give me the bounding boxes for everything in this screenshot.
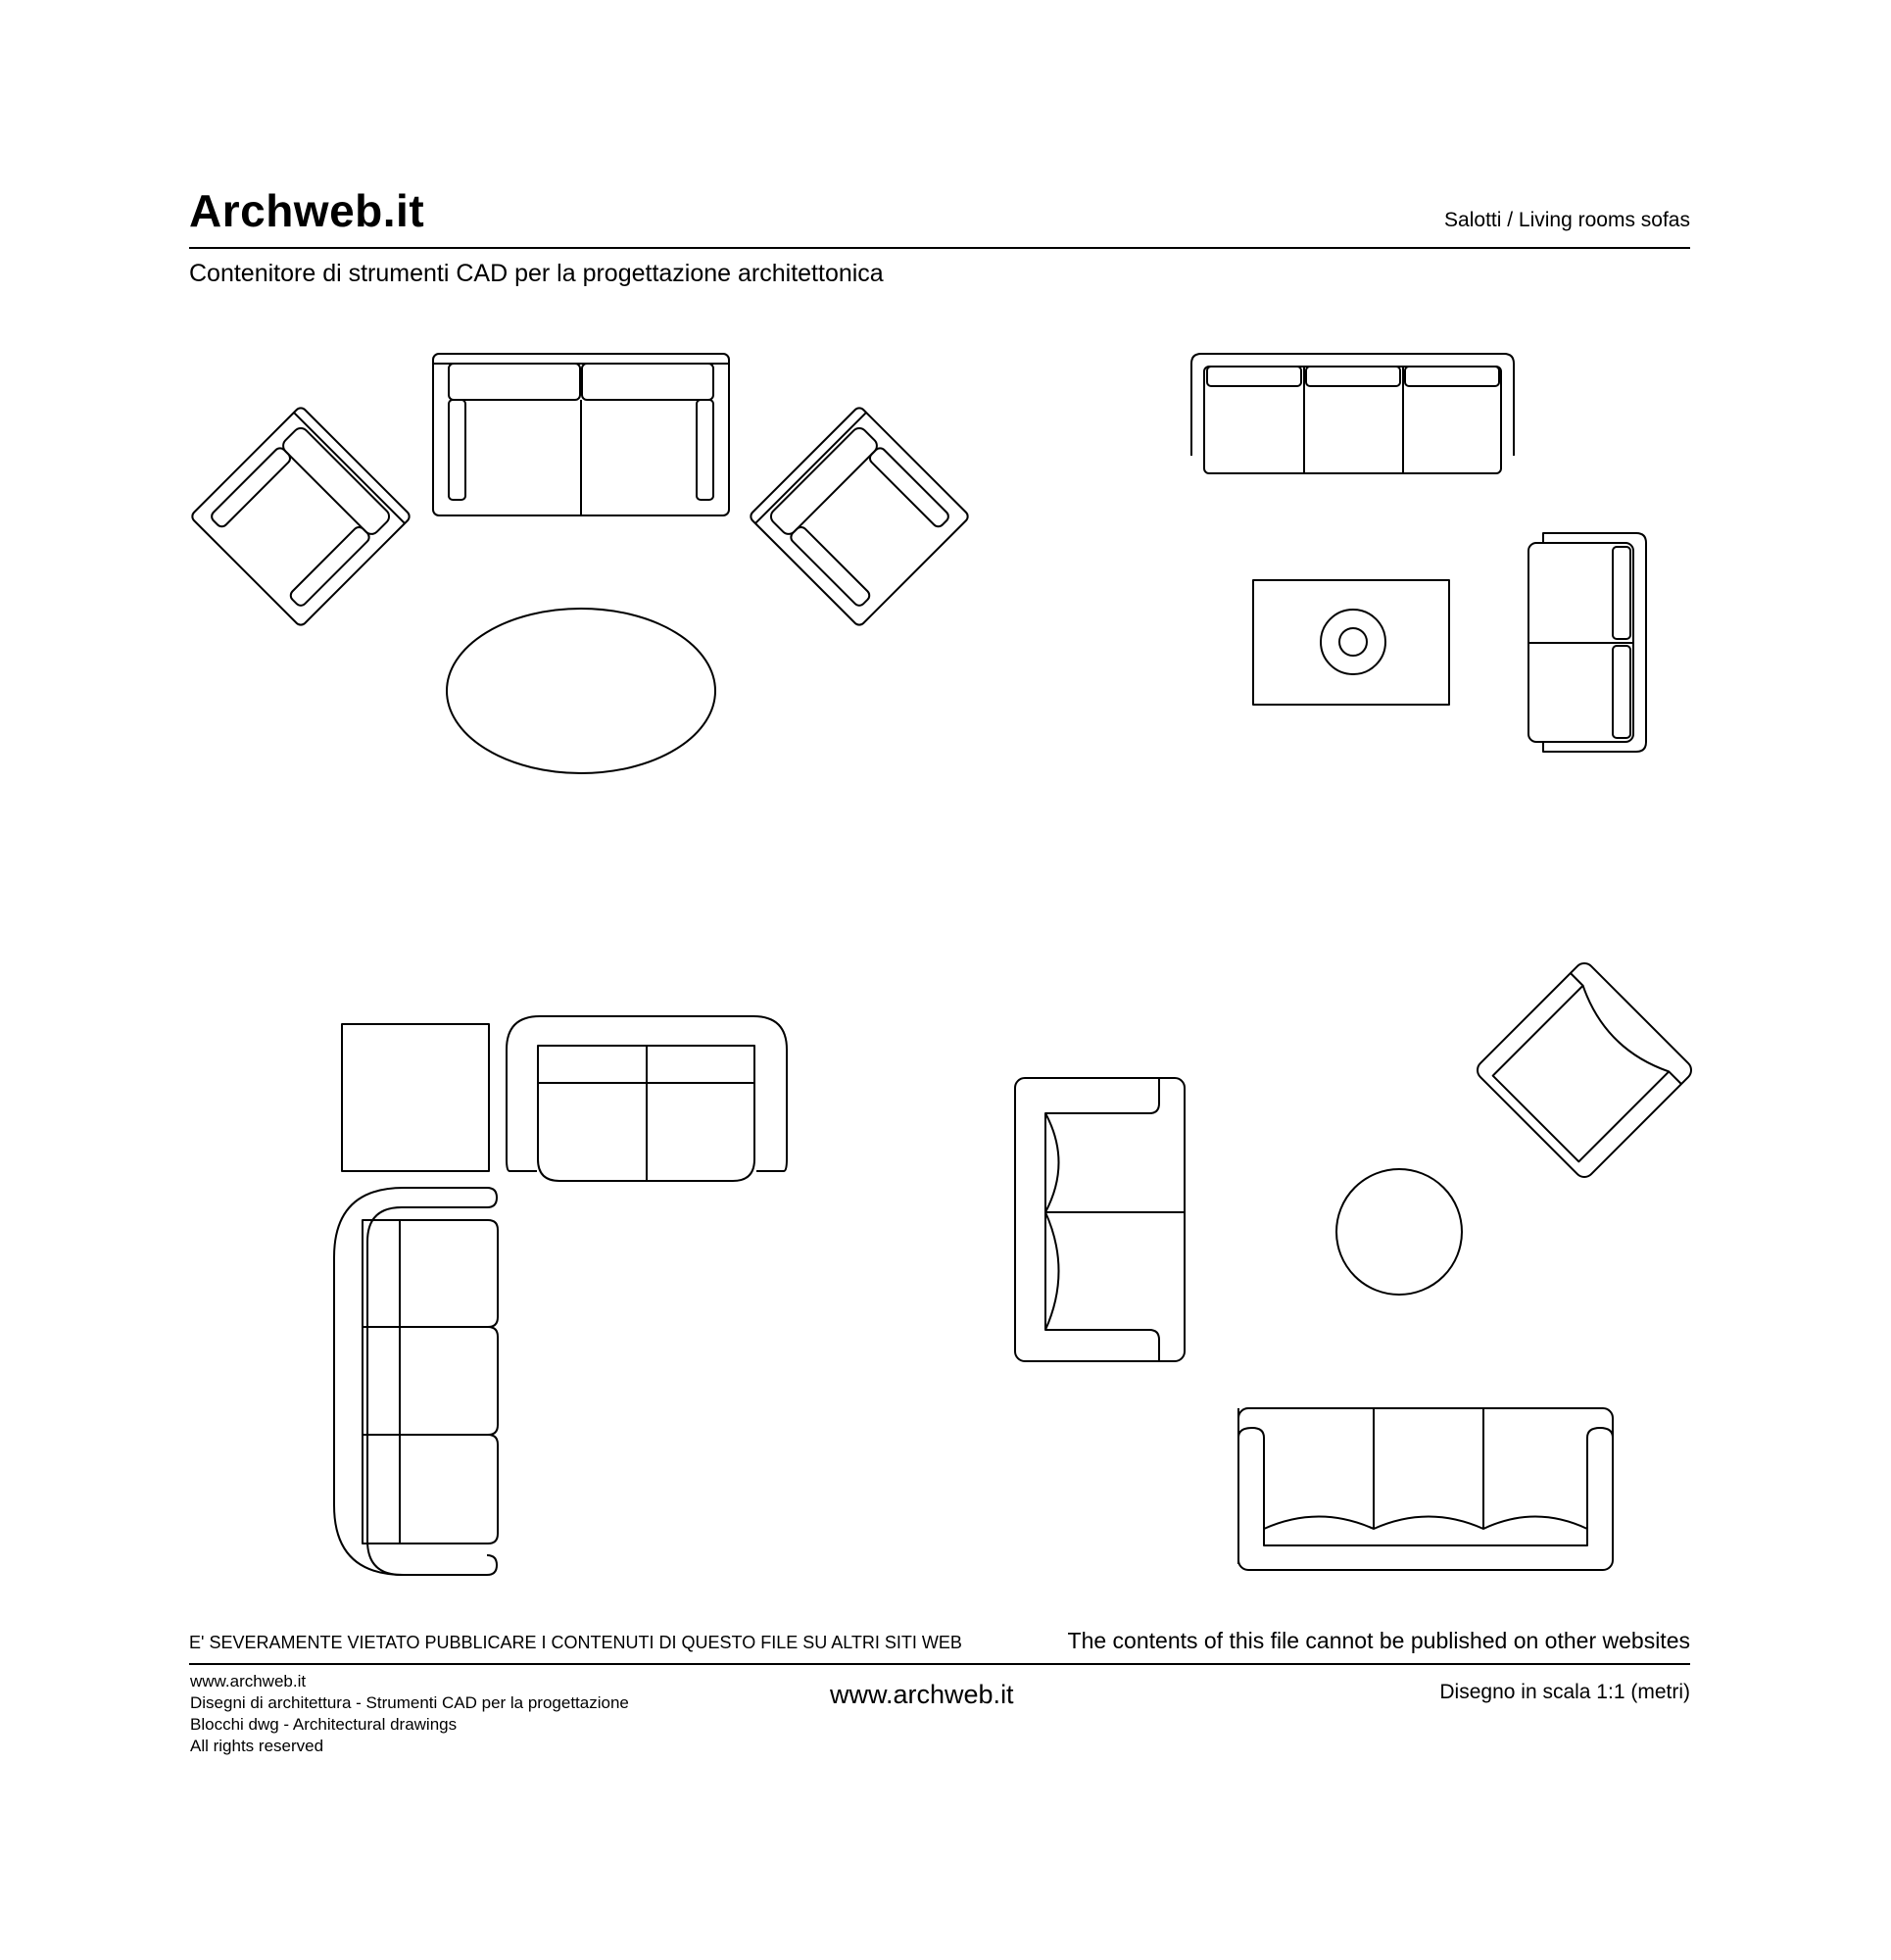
living-set-bottom-right [1015, 959, 1695, 1570]
copyright-warning-english: The contents of this file cannot be published on other websites [1067, 1628, 1690, 1653]
three-seat-sofa-curved [1238, 1408, 1613, 1570]
armchair-left [190, 406, 412, 627]
corner-sofa-horizontal [507, 1016, 787, 1181]
three-seat-sofa [1191, 354, 1514, 473]
side-table-square [342, 1024, 489, 1171]
category-label: Salotti / Living rooms sofas [1444, 209, 1690, 231]
loveseat-left [1015, 1078, 1185, 1361]
table-ornament [1321, 610, 1385, 674]
footer-divider [189, 1663, 1690, 1665]
drawing-scale-note: Disegno in scala 1:1 (metri) [1439, 1681, 1690, 1703]
rect-coffee-table [1253, 580, 1449, 705]
footer-info [190, 1671, 629, 1757]
footer-line: www.archweb.it [190, 1672, 307, 1690]
armchair-diagonal [1474, 959, 1695, 1181]
oval-coffee-table [447, 609, 715, 773]
living-set-top-right [1191, 354, 1646, 752]
armchair-right [749, 406, 970, 627]
round-coffee-table [1336, 1169, 1462, 1295]
loveseat-vertical [1528, 533, 1646, 752]
footer-line: Blocchi dwg - Architectural drawings [190, 1715, 458, 1734]
footer-website-link[interactable]: www.archweb.it [830, 1680, 1014, 1709]
footer-line: All rights reserved [190, 1737, 324, 1755]
copyright-warning-italian: E' SEVERAMENTE VIETATO PUBBLICARE I CONTENUTI DI QUESTO FILE SU ALTRI SITI WEB [189, 1633, 962, 1652]
page-subtitle: Contenitore di strumenti CAD per la progettazione architettonica [189, 260, 884, 287]
brand-logo-title: Archweb.it [189, 185, 425, 236]
footer-line: Disegni di architettura - Strumenti CAD per la progettazione [190, 1693, 629, 1712]
two-seat-sofa [433, 354, 729, 515]
corner-sofa-vertical [334, 1188, 498, 1575]
living-set-top-left [190, 354, 970, 773]
living-set-bottom-left [334, 1016, 787, 1575]
